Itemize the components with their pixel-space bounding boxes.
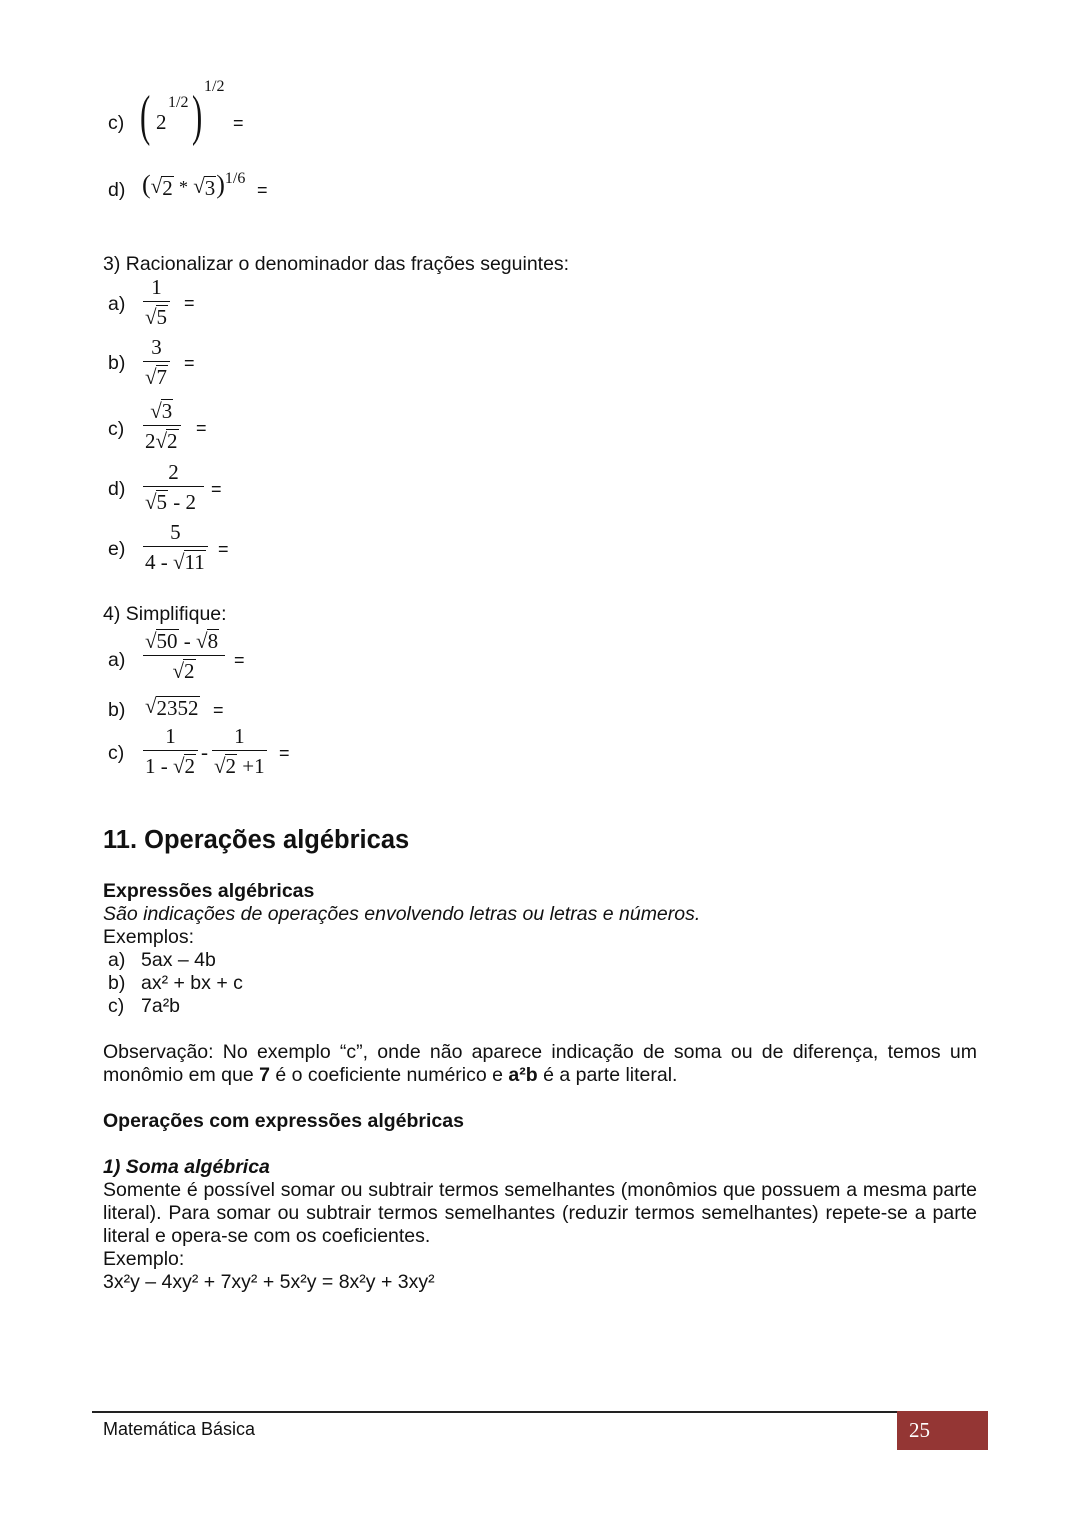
fraction-3e [143,522,208,573]
numerator: 1 [151,275,162,299]
section-heading: 11. Operações algébricas [103,826,410,854]
multiply-operator: * [178,177,188,197]
example-expr: 7a²b [141,995,181,1017]
sqrt: √ 2 [150,174,173,200]
equals-sign: = [234,650,245,670]
numerator: 3 [151,335,162,359]
left-paren: ( [140,85,151,147]
exercise-4-title: 4) Simplifique: [103,603,227,625]
observation-paragraph: Observação: No exemplo “c”, onde não aparece indicação de soma ou de diferença, temos um monômio em que 7 é o coeficiente numérico e a²b é a parte literal. [103,1041,977,1086]
soma-text: Somente é possível somar ou subtrair termos semelhantes (monômios que possuem a mesma parte literal). Para somar ou subtrair termos semelhantes (reduzir termos semelhantes) repete-se a parte literal e opera-se com os coeficientes. [103,1179,977,1247]
operations-heading: Operações com expressões algébricas [103,1110,464,1132]
soma-example-label: Exemplo: [103,1248,185,1270]
inner-exponent: 1/2 [168,94,189,111]
exercise-3-title: 3) Racionalizar o denominador das frações seguintes: [103,253,570,275]
item-label: d) [108,179,126,201]
sqrt-4b: √ 2352 [145,694,199,720]
outer-exponent: 1/2 [204,78,225,95]
denominator: 1 - √ 2 [143,750,198,777]
page-number: 25 [909,1418,930,1442]
example-label: b) [108,972,126,994]
numerator: √ 3 [150,399,173,424]
page-number-badge [897,1411,988,1450]
equals-sign: = [233,113,244,133]
equals-sign: = [184,293,195,313]
example-label: c) [108,995,125,1017]
numerator: √ 50 - √ 8 [145,629,219,654]
denominator: √ 2 [143,655,225,682]
item-label: b) [108,699,126,721]
subheading: Expressões algébricas [103,880,315,902]
fraction-3d [143,462,204,513]
footer-divider [92,1411,898,1413]
item-label: c) [108,112,125,134]
sqrt: √ 3 [193,174,216,200]
left-paren: ( [142,170,151,199]
example-expr: ax² + bx + c [141,972,243,994]
equals-sign: = [211,479,222,499]
equals-sign: = [196,418,207,438]
denominator: √ 2 +1 [212,750,267,777]
equals-sign: = [218,539,229,559]
equals-sign: = [213,700,224,720]
minus-operator: - [201,740,208,764]
coefficient-bold: 7 [259,1064,270,1086]
numerator: 1 [165,724,176,748]
denominator: 2 √ 2 [143,425,181,452]
footer-title: Matemática Básica [103,1419,256,1439]
fraction-3b [143,337,170,388]
right-paren: ) [216,170,225,199]
soma-title: 1) Soma algébrica [103,1156,270,1178]
fraction-3c [143,399,181,452]
example-item [108,949,216,972]
equals-sign: = [184,353,195,373]
equals-sign: = [279,743,290,763]
example-item [108,972,243,995]
fraction-4a [143,629,225,682]
soma-example: 3x²y – 4xy² + 7xy² + 5x²y = 8x²y + 3xy² [103,1271,435,1293]
example-expr: 5ax – 4b [141,949,216,971]
item-label: d) [108,478,126,500]
example-label: a) [108,949,126,971]
examples-label: Exemplos: [103,926,195,948]
item-label: a) [108,649,126,671]
numerator: 5 [170,520,181,544]
exponent: 1/6 [224,170,246,187]
denominator: √ 7 [143,361,170,388]
numerator: 2 [168,460,179,484]
equals-sign: = [257,180,268,200]
fraction-4c-second [212,726,267,777]
literal-part-bold: a²b [508,1064,538,1086]
math-expression-2d [142,170,245,200]
example-item [108,995,181,1018]
fraction-4c-first [143,726,198,777]
denominator: √ 5 - 2 [143,486,204,513]
right-paren: ) [192,85,203,147]
fraction-3a [143,277,170,328]
base: 2 [156,110,167,134]
denominator: 4 - √ 11 [143,546,208,573]
item-label: c) [108,742,125,764]
item-label: a) [108,293,126,315]
numerator: 1 [234,724,245,748]
item-label: e) [108,538,126,560]
denominator: √ 5 [143,301,170,328]
item-label: b) [108,352,126,374]
item-label: c) [108,418,125,440]
definition-text: São indicações de operações envolvendo letras ou letras e números. [103,903,701,925]
